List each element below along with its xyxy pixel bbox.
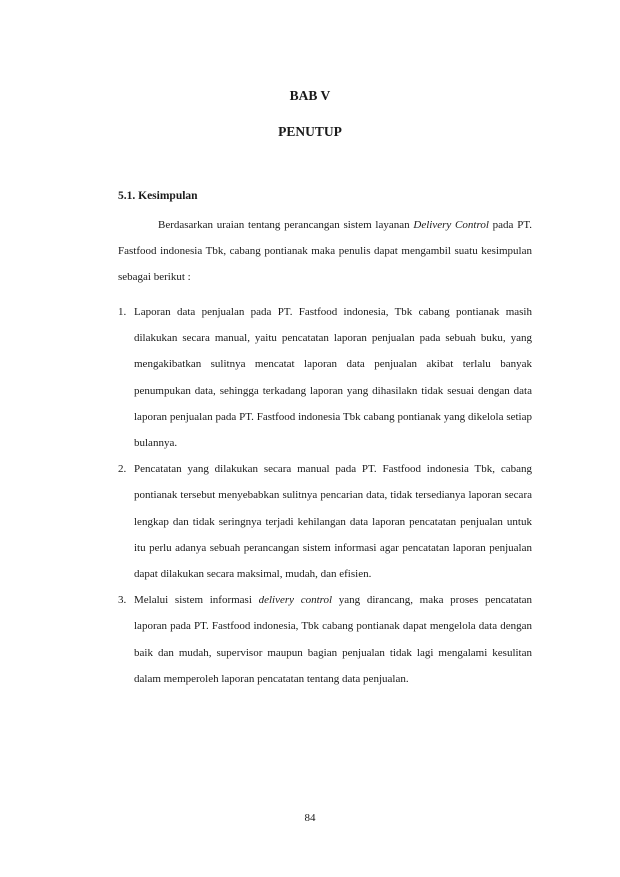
list-item-text-emphasis: delivery control xyxy=(258,594,333,607)
conclusion-list xyxy=(118,299,532,692)
page-number: 84 xyxy=(304,812,316,824)
list-marker: 2. xyxy=(118,463,127,476)
chapter-number: BAB V xyxy=(289,88,331,103)
intro-text-before: Berdasarkan uraian tentang perancangan sistem layanan xyxy=(158,219,414,231)
list-marker: 3. xyxy=(118,594,127,607)
section-heading: 5.1. Kesimpulan xyxy=(118,190,198,202)
intro-text-after: pada PT. Fastfood indonesia Tbk, cabang pontianak maka penulis dapat mengambil suatu kesimpulan sebagai berikut : xyxy=(118,219,532,283)
list-item xyxy=(118,299,532,456)
list-marker: 1. xyxy=(118,306,127,318)
list-item-text-after: yang dirancang, maka proses pencatatan laporan pada PT. Fastfood indonesia, Tbk cabang pontianak dapat mengelola data dengan baik dan mudah, supervisor maupun bagian penjualan tidak lagi mengalami kesulitan dalam memperoleh laporan pencatatan tentang data penjualan. xyxy=(134,594,533,685)
list-item-text: Pencatatan yang dilakukan secara manual pada PT. Fastfood indonesia Tbk, cabang pontianak tersebut menyebabkan sulitnya pencarian data, tidak tersedianya laporan secara lengkap dan tidak seringnya terjadi kehilangan data laporan pencatatan penjualan untuk itu perlu adanya sebuah perancangan sistem informasi agar pencatatan laporan penjualan dapat dilakukan secara maksimal, mudah, dan efisien. xyxy=(134,463,532,581)
intro-paragraph xyxy=(118,213,532,290)
intro-text-emphasis: Delivery Control xyxy=(413,219,489,231)
list-item-text: Laporan data penjualan pada PT. Fastfood indonesia, Tbk cabang pontianak masih dilakukan secara manual, yaitu pencatatan laporan penjualan pada sebuah buku, yang mengakibatkan sulitnya mencatat laporan data penjualan akibat terlalu banyak penumpukan data, sehingga terkadang laporan yang dihasilakn tidak sesuai dengan data laporan penjualan pada PT. Fastfood indonesia Tbk cabang pontianak yang dikelola setiap bulannya. xyxy=(134,306,532,450)
list-item-text-before: Melalui sistem informasi xyxy=(134,594,259,607)
list-item xyxy=(118,456,532,587)
chapter-title: PENUTUP xyxy=(278,124,342,139)
list-item xyxy=(118,587,532,692)
